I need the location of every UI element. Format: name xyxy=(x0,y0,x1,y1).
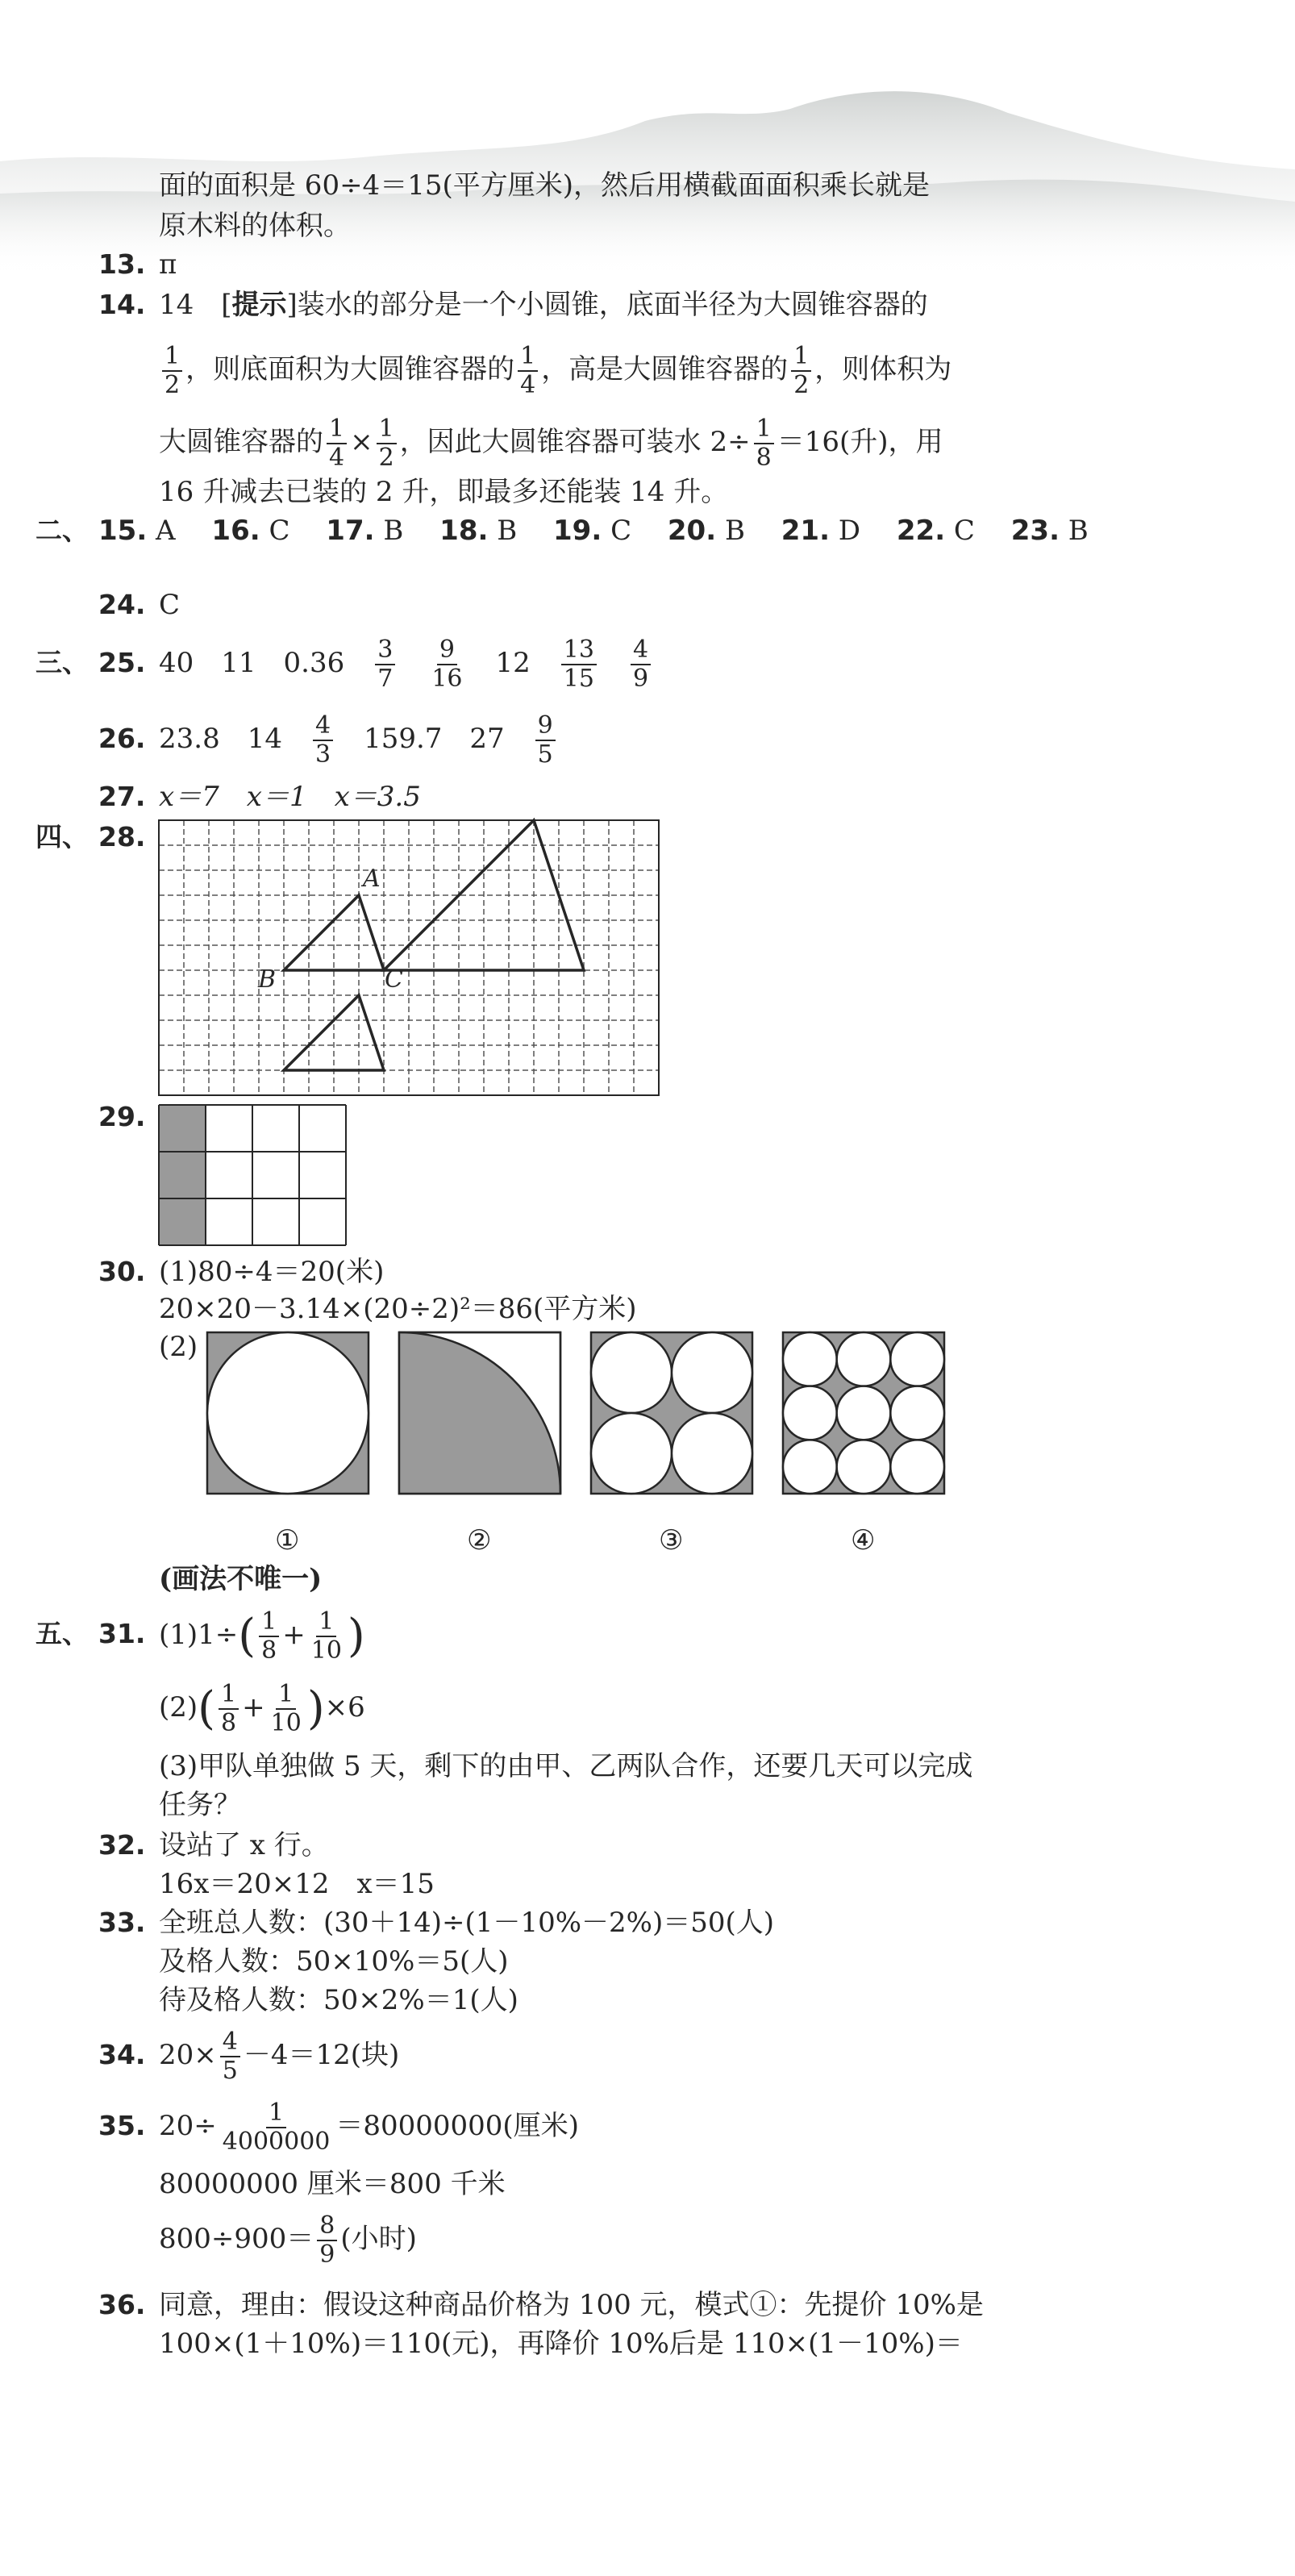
shaded-cell xyxy=(159,1152,206,1198)
fraction: $\frac{4}{5}$ xyxy=(220,2028,240,2085)
q29-number: 29. xyxy=(98,1101,146,1132)
q30-figure-1 xyxy=(206,1331,370,1495)
q36-line2: 100×(1＋10%)＝110(元)，再降价 10%后是 110×(1－10%)＝ xyxy=(159,2328,963,2360)
q30-figure-2 xyxy=(398,1331,562,1495)
section-2-label: 二、 xyxy=(35,515,89,546)
section-5-label: 五、 xyxy=(35,1618,89,1649)
fraction: $\frac{1}{2}$ xyxy=(162,343,182,399)
q31-part1: (1)1÷( $\frac{1}{8}$ + $\frac{1}{10}$ ) xyxy=(159,1607,365,1665)
q14-line1: 14 [提示]装水的部分是一个小圆锥，底面半径为大圆锥容器的 xyxy=(159,289,928,321)
fraction: $\frac{1}{10}$ xyxy=(270,1680,302,1737)
q34-number: 34. xyxy=(98,2039,146,2070)
q29-grid-figure xyxy=(157,1103,359,1248)
circle xyxy=(672,1332,752,1413)
circle xyxy=(837,1332,891,1386)
q30-caption-2: ② xyxy=(467,1524,492,1557)
q33-line3: 待及格人数：50×2%＝1(人) xyxy=(159,1984,518,2016)
circle xyxy=(890,1386,944,1440)
q30-figure-3 xyxy=(589,1331,754,1495)
q30-caption-1: ① xyxy=(275,1524,300,1557)
q33-line1: 全班总人数：(30＋14)÷(1－10%－2%)＝50(人) xyxy=(159,1907,775,1939)
q25-number: 25. xyxy=(98,647,146,678)
q14-line3: 大圆锥容器的 $\frac{1}{4}$ × $\frac{1}{2}$ ，因此大圆锥容器可装水 2÷ $\frac{1}{8}$ ＝16(升)，用 xyxy=(159,415,943,472)
q28-number: 28. xyxy=(98,821,146,852)
shaded-cell xyxy=(159,1105,206,1152)
triangle-translated xyxy=(284,995,384,1070)
q14-line2: $\frac{1}{2}$ ，则底面积为大圆锥容器的 $\frac{1}{4}$ ，高是大圆锥容器的 $\frac{1}{2}$ ，则体积为 xyxy=(159,337,951,402)
q36-line1: 同意，理由：假设这种商品价格为 100 元，模式①：先提价 10%是 xyxy=(159,2289,984,2321)
q35-line3: 800÷900＝ $\frac{8}{9}$ (小时) xyxy=(159,2211,417,2269)
q26-number: 26. xyxy=(98,723,146,754)
q30-number: 30. xyxy=(98,1256,146,1287)
q28-label-c: C xyxy=(385,965,403,994)
q32-line2: 16x＝20×12 x＝15 xyxy=(159,1868,435,1900)
fraction: $\frac{1}{4}$ xyxy=(518,343,538,399)
q14-number: 14. xyxy=(98,289,146,320)
fraction: $\frac{1}{2}$ xyxy=(377,415,397,472)
circle xyxy=(837,1386,891,1440)
fraction: $\frac{13}{15}$ xyxy=(561,636,597,693)
section-4-label: 四、 xyxy=(35,821,89,852)
question-number: 20. xyxy=(667,515,717,547)
q14-hint-label: 提示 xyxy=(231,289,287,321)
fraction: $\frac{8}{9}$ xyxy=(317,2212,337,2269)
question-number: 23. xyxy=(1010,515,1060,547)
q12-tail-line1: 面的面积是 60÷4＝15(平方厘米)，然后用横截面面积乘长就是 xyxy=(159,169,930,202)
shaded-cell xyxy=(159,1198,206,1245)
q34-line: 20× $\frac{4}{5}$ －4＝12(块) xyxy=(159,2028,400,2085)
q31-part2: (2)( $\frac{1}{8}$ + $\frac{1}{10}$ )×6 xyxy=(159,1680,365,1737)
triangle-abc xyxy=(284,895,384,970)
fraction: $\frac{9}{16}$ xyxy=(431,636,463,693)
q14-hint-text: 装水的部分是一个小圆锥，底面半径为大圆锥容器的 xyxy=(297,289,928,321)
question-number: 17. xyxy=(326,515,375,547)
fraction: $\frac{9}{5}$ xyxy=(535,712,556,769)
circle xyxy=(783,1440,837,1494)
q30-caption-4: ④ xyxy=(851,1524,876,1557)
fraction: $\frac{1}{2}$ xyxy=(791,343,811,399)
inscribed-circle xyxy=(207,1332,369,1494)
q24-answer: C xyxy=(159,589,181,621)
circle xyxy=(837,1440,891,1494)
question-number: 19. xyxy=(553,515,602,547)
q31-part3-line2: 任务？ xyxy=(159,1789,241,1821)
q36-number: 36. xyxy=(98,2289,146,2320)
question-number: 22. xyxy=(896,515,946,547)
q28-label-a: A xyxy=(363,865,381,893)
question-number: 21. xyxy=(781,515,830,547)
q31-number: 31. xyxy=(98,1618,146,1649)
q30-note: (画法不唯一) xyxy=(159,1563,323,1595)
q26-answers: 23.8 14 $\frac{4}{3}$ 159.7 27 $\frac{9}{5}$ xyxy=(159,705,559,773)
section-2-answers: 15. A 16. C 17. B 18. B 19. C 20. B 21. D 22. C 23. B xyxy=(98,515,1089,547)
fraction: $\frac{1}{4000000}$ xyxy=(222,2099,331,2156)
q35-number: 35. xyxy=(98,2110,146,2141)
fraction: $\frac{4}{9}$ xyxy=(631,636,651,693)
q27-number: 27. xyxy=(98,781,146,812)
q14-line4: 16 升减去已装的 2 升，即最多还能装 14 升。 xyxy=(159,476,729,508)
question-number: 16. xyxy=(211,515,260,547)
q24-number: 24. xyxy=(98,589,146,620)
q30-part2-label: (2) xyxy=(159,1331,198,1363)
circle xyxy=(591,1332,672,1413)
fraction: $\frac{1}{10}$ xyxy=(310,1607,342,1665)
q35-line1: 20÷ $\frac{1}{4000000}$ ＝80000000(厘米) xyxy=(159,2099,579,2156)
q14-answer: 14 xyxy=(159,289,194,321)
fraction: $\frac{1}{8}$ xyxy=(259,1608,279,1665)
q30-figure-4 xyxy=(781,1331,946,1495)
q35-line2: 80000000 厘米＝800 千米 xyxy=(159,2168,506,2200)
fraction: $\frac{1}{8}$ xyxy=(754,415,774,472)
q30-caption-3: ③ xyxy=(659,1524,684,1557)
fraction: $\frac{3}{7}$ xyxy=(375,636,395,693)
q30-line2: 20×20－3.14×(20÷2)²＝86(平方米) xyxy=(159,1293,637,1325)
q30-line1: (1)80÷4＝20(米) xyxy=(159,1256,385,1288)
q25-answers: 40 11 0.36 $\frac{3}{7}$ $\frac{9}{16}$ 12 $\frac{13}{15}$ $\frac{4}{9}$ xyxy=(159,629,654,697)
q33-number: 33. xyxy=(98,1907,146,1938)
circle xyxy=(672,1413,752,1494)
section-3-label: 三、 xyxy=(35,647,89,678)
fraction: $\frac{4}{3}$ xyxy=(313,712,333,769)
fraction: $\frac{1}{4}$ xyxy=(327,415,347,472)
q27-answers: x＝7 x＝1 x＝3.5 xyxy=(159,781,421,813)
circle xyxy=(783,1386,837,1440)
q33-line2: 及格人数：50×10%＝5(人) xyxy=(159,1945,509,1978)
question-number: 15. xyxy=(98,515,148,547)
q31-part3-line1: (3)甲队单独做 5 天，剩下的由甲、乙两队合作，还要几天可以完成 xyxy=(159,1750,973,1782)
q12-tail-line2: 原木料的体积。 xyxy=(159,210,351,242)
question-number: 18. xyxy=(439,515,489,547)
q28-label-b: B xyxy=(258,965,277,994)
q32-line1: 设站了 x 行。 xyxy=(159,1829,329,1861)
q13-answer: π xyxy=(159,248,177,281)
q32-number: 32. xyxy=(98,1829,146,1861)
circle xyxy=(591,1413,672,1494)
fraction: $\frac{1}{8}$ xyxy=(219,1681,239,1737)
q28-grid-figure xyxy=(157,819,665,1097)
circle xyxy=(783,1332,837,1386)
circle xyxy=(890,1332,944,1386)
q13-number: 13. xyxy=(98,248,146,280)
circle xyxy=(890,1440,944,1494)
